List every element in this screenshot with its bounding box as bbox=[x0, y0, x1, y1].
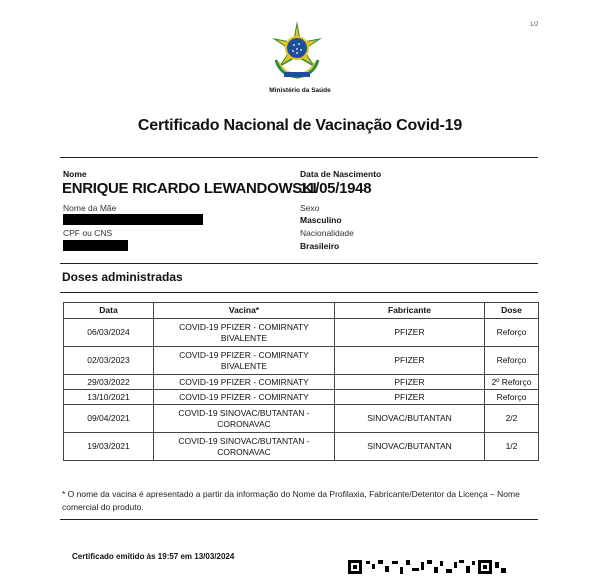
dose-number: Reforço bbox=[485, 390, 539, 405]
divider bbox=[60, 519, 538, 520]
dose-vaccine: COVID-19 PFIZER - COMIRNATY bbox=[154, 390, 335, 405]
redacted-cpf bbox=[63, 240, 128, 251]
table-row bbox=[64, 433, 539, 461]
emission-timestamp: Certificado emitido às 19:57 em 13/03/2024 bbox=[72, 552, 235, 561]
dose-number: 2/2 bbox=[485, 405, 539, 433]
birth-date: 11/05/1948 bbox=[300, 180, 372, 197]
divider bbox=[60, 157, 538, 158]
person-name: ENRIQUE RICARDO LEWANDOWSKI bbox=[62, 180, 317, 197]
dose-maker: PFIZER bbox=[335, 390, 485, 405]
mother-label: Nome da Mãe bbox=[63, 203, 117, 213]
column-header: Data bbox=[64, 303, 154, 319]
nationality-value: Brasileiro bbox=[300, 241, 340, 251]
dose-date: 19/03/2021 bbox=[64, 433, 154, 461]
birth-label: Data de Nascimento bbox=[300, 169, 382, 179]
dose-vaccine: COVID-19 PFIZER - COMIRNATY BIVALENTE bbox=[154, 347, 335, 375]
dose-date: 13/10/2021 bbox=[64, 390, 154, 405]
column-header: Fabricante bbox=[335, 303, 485, 319]
dose-maker: SINOVAC/BUTANTAN bbox=[335, 433, 485, 461]
page-title: Certificado Nacional de Vacinação Covid-19 bbox=[137, 117, 463, 134]
qr-code bbox=[348, 558, 508, 577]
column-header: Vacina* bbox=[154, 303, 335, 319]
section-title-doses: Doses administradas bbox=[62, 270, 183, 284]
dose-date: 29/03/2022 bbox=[64, 375, 154, 390]
coat-of-arms-emblem bbox=[266, 20, 328, 82]
dose-date: 06/03/2024 bbox=[64, 319, 154, 347]
table-row bbox=[64, 347, 539, 375]
dose-maker: PFIZER bbox=[335, 319, 485, 347]
column-header: Dose bbox=[485, 303, 539, 319]
dose-date: 02/03/2023 bbox=[64, 347, 154, 375]
table-row bbox=[64, 390, 539, 405]
dose-maker: SINOVAC/BUTANTAN bbox=[335, 405, 485, 433]
dose-number: 1/2 bbox=[485, 433, 539, 461]
dose-number: Reforço bbox=[485, 319, 539, 347]
sex-label: Sexo bbox=[300, 203, 320, 213]
table-row bbox=[64, 375, 539, 390]
ministry-name: Ministério da Saúde bbox=[269, 87, 331, 94]
cpf-label: CPF ou CNS bbox=[63, 228, 113, 238]
sex-value: Masculino bbox=[300, 215, 342, 225]
divider bbox=[60, 263, 538, 264]
dose-vaccine: COVID-19 PFIZER - COMIRNATY BIVALENTE bbox=[154, 319, 335, 347]
nationality-label: Nacionalidade bbox=[300, 228, 354, 238]
dose-number: 2º Reforço bbox=[485, 375, 539, 390]
name-label: Nome bbox=[63, 169, 87, 179]
dose-vaccine: COVID-19 PFIZER - COMIRNATY bbox=[154, 375, 335, 390]
table-row bbox=[64, 319, 539, 347]
footnote: * O nome da vacina é apresentado a partir da informação do Nome da Profilaxia, Fabricante/Detentor da Licença – Nome comercial do produto. bbox=[62, 489, 520, 512]
table-row bbox=[64, 405, 539, 433]
dose-number: Reforço bbox=[485, 347, 539, 375]
page-number: 1/2 bbox=[530, 22, 539, 28]
divider bbox=[60, 292, 538, 293]
dose-vaccine: COVID-19 SINOVAC/BUTANTAN - CORONAVAC bbox=[154, 433, 335, 461]
doses-table bbox=[63, 302, 539, 461]
dose-maker: PFIZER bbox=[335, 375, 485, 390]
redacted-mother-name bbox=[63, 214, 203, 225]
dose-maker: PFIZER bbox=[335, 347, 485, 375]
table-header-row bbox=[64, 303, 539, 319]
dose-date: 09/04/2021 bbox=[64, 405, 154, 433]
dose-vaccine: COVID-19 SINOVAC/BUTANTAN - CORONAVAC bbox=[154, 405, 335, 433]
